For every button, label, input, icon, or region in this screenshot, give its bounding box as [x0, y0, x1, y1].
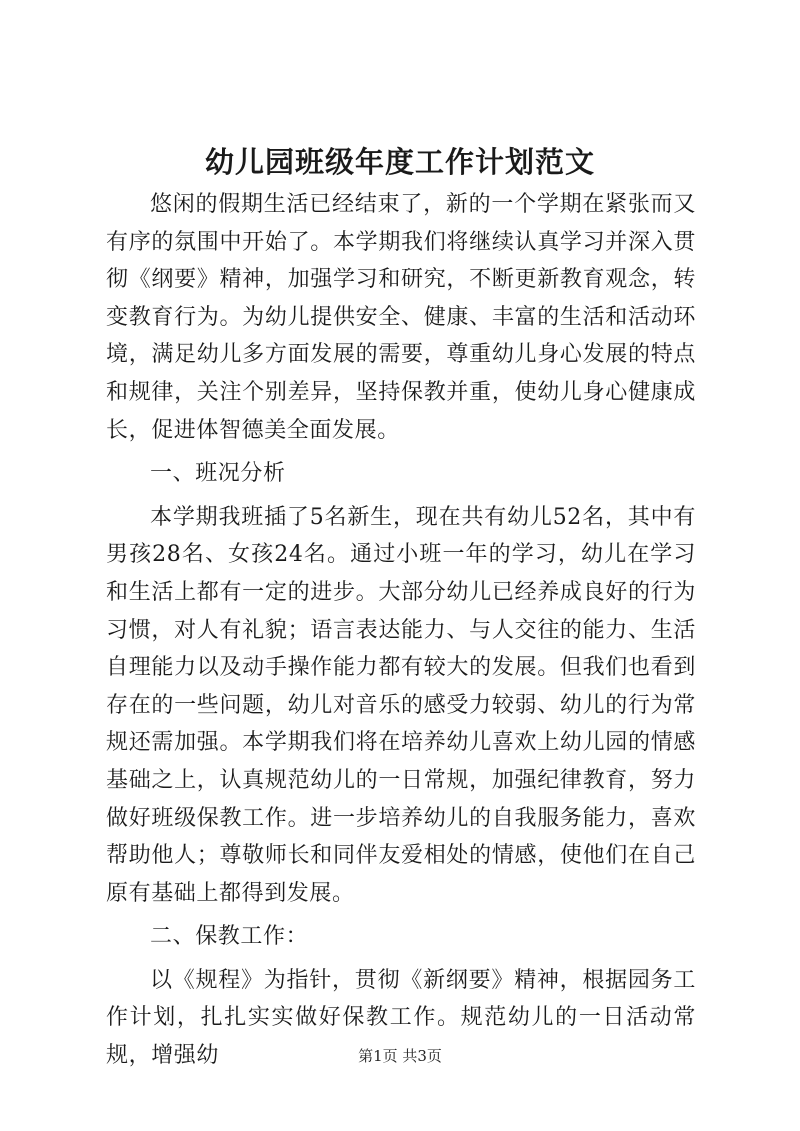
class-analysis-paragraph: 本学期我班插了5名新生，现在共有幼儿52名，其中有男孩28名、女孩24名。通过小班一年的学习，幼儿在学习和生活上都有一定的进步。大部分幼儿已经养成良好的行为习惯，对人有礼貌；语言表达能力、与人交往的能力、生活自理能力以及动手操作能力都有较大的发展。但我们也看到存在的一些问题，幼儿对音乐的感受力较弱、幼儿的行为常规还需加强。本学期我们将在培养幼儿喜欢上幼儿园的情感基础之上，认真规范幼儿的一日常规，加强纪律教育，努力做好班级保教工作。进一步培养幼儿的自我服务能力，喜欢帮助他人；尊敬师长和同伴友爱相处的情感，使他们在自己原有基础上都得到发展。 [106, 504, 696, 906]
section-heading-care-education: 二、保教工作： [150, 924, 309, 950]
intro-paragraph: 悠闲的假期生活已经结束了，新的一个学期在紧张而又有序的氛围中开始了。本学期我们将继续认真学习并深入贯彻《纲要》精神，加强学习和研究，不断更新教育观念，转变教育行为。为幼儿提供安全、健康、丰富的生活和活动环境，满足幼儿多方面发展的需要，尊重幼儿身心发展的特点和规律，关注个别差异，坚持保教并重，使幼儿身心健康成长，促进体智德美全面发展。 [106, 192, 696, 443]
care-education-paragraph: 以《规程》为指针，贯彻《新纲要》精神，根据园务工作计划，扎扎实实做好保教工作。规范幼儿的一日活动常规，增强幼 [106, 967, 696, 1069]
page-number-footer: 第1页 共3页 [358, 1047, 442, 1065]
document-body [106, 186, 696, 1075]
document-title: 幼儿园班级年度工作计划范文 [204, 145, 595, 179]
section-heading-class-analysis: 一、班况分析 [150, 461, 286, 487]
